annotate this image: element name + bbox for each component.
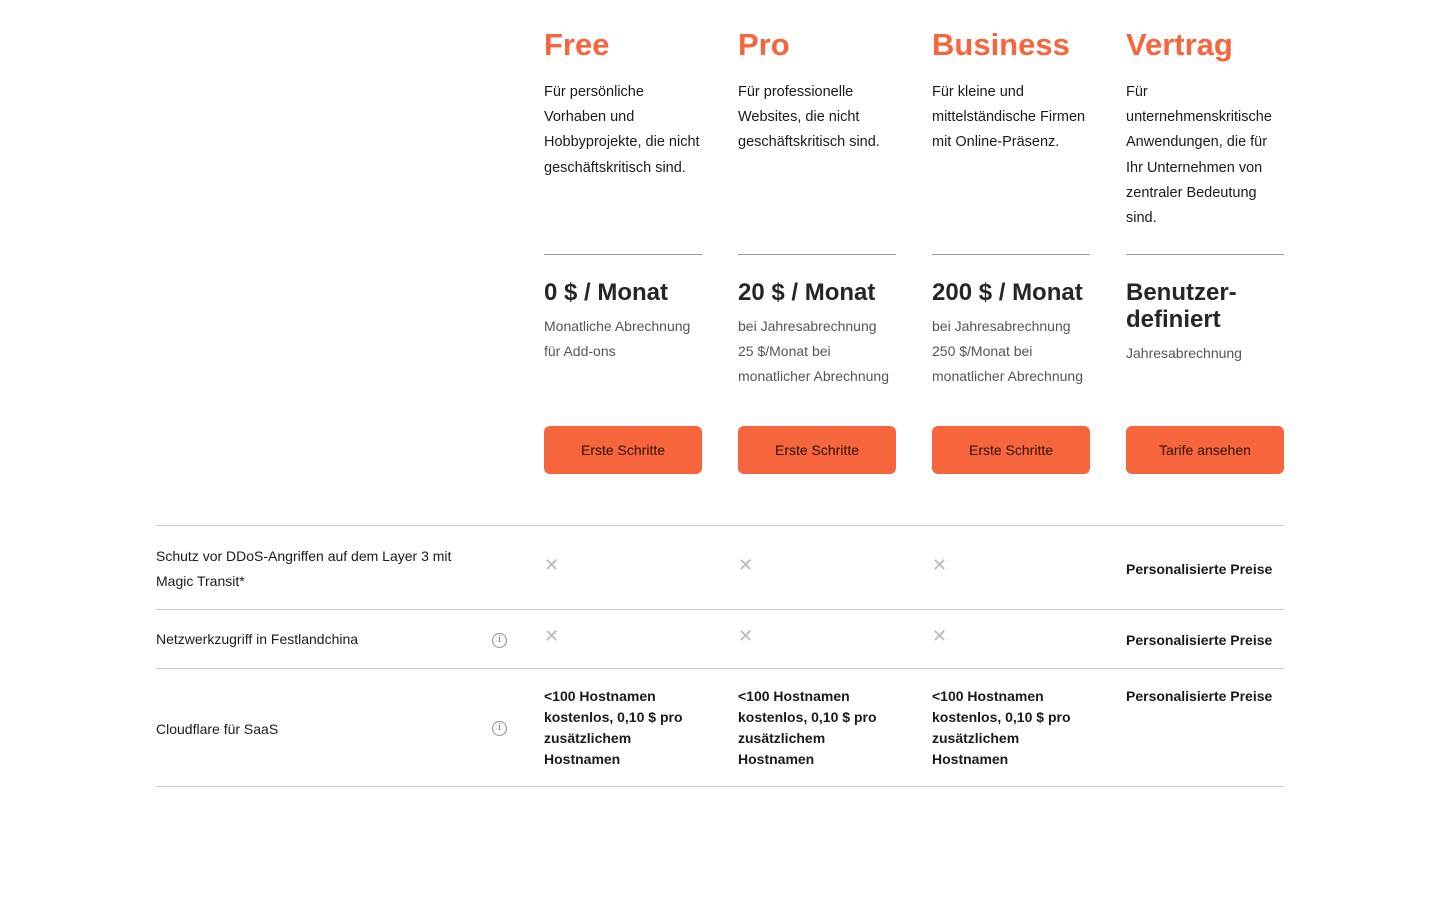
feature-table	[156, 525, 1284, 787]
feature-label: Schutz vor DDoS-Angriffen auf dem Layer 3 mit Magic Transit*	[156, 548, 452, 589]
billing-line: bei Jahresabrechnung	[738, 318, 877, 334]
feature-value: Personalisierte Preise	[1126, 561, 1273, 577]
plan-free	[544, 24, 702, 474]
divider	[544, 254, 702, 255]
feature-value: Personalisierte Preise	[1126, 632, 1273, 648]
feature-label: Netzwerkzugriff in Festlandchina	[156, 631, 359, 647]
feature-row-saas	[156, 668, 1284, 787]
plan-billing	[738, 314, 896, 418]
plan-name: Free	[544, 27, 610, 62]
plan-name: Vertrag	[1126, 27, 1233, 62]
plan-billing	[544, 314, 702, 418]
x-icon: ✕	[932, 555, 948, 576]
get-started-button[interactable]: Erste Schritte	[932, 426, 1090, 474]
info-circle-icon[interactable]: i	[492, 721, 507, 736]
billing-line: für Add-ons	[544, 343, 616, 360]
get-started-button[interactable]: Erste Schritte	[738, 426, 896, 474]
plan-billing	[932, 314, 1090, 418]
plan-name: Business	[932, 27, 1070, 62]
plan-price: Benutzer-definiert	[1126, 279, 1237, 333]
plan-pro	[738, 24, 896, 474]
feature-value: <100 Hostnamen kostenlos, 0,10 $ pro zusätzlichem Hostnamen	[544, 688, 683, 767]
billing-line: Monatliche Abrechnung	[544, 318, 691, 334]
plan-description: Für persönliche Vorhaben und Hobbyprojekte, die nicht geschäftskritisch sind.	[544, 84, 700, 176]
x-icon: ✕	[738, 626, 754, 647]
info-circle-icon[interactable]: i	[492, 633, 507, 648]
plan-description: Für professionelle Websites, die nicht geschäftskritisch sind.	[738, 84, 880, 151]
x-icon: ✕	[932, 626, 948, 647]
plan-price: 0 $ / Monat	[544, 279, 669, 306]
get-started-button[interactable]: Erste Schritte	[544, 426, 702, 474]
feature-value: <100 Hostnamen kostenlos, 0,10 $ pro zusätzlichem Hostnamen	[932, 688, 1071, 767]
feature-value: <100 Hostnamen kostenlos, 0,10 $ pro zusätzlichem Hostnamen	[738, 688, 877, 767]
feature-row-china-network	[156, 609, 1284, 668]
plan-business	[932, 24, 1090, 474]
plans-header	[544, 24, 1284, 474]
x-icon: ✕	[544, 626, 560, 647]
divider	[738, 254, 896, 255]
plan-name: Pro	[738, 27, 790, 62]
plan-contract	[1126, 24, 1284, 474]
x-icon: ✕	[738, 555, 754, 576]
plan-price: 200 $ / Monat	[932, 279, 1083, 306]
feature-row-ddos	[156, 525, 1284, 609]
billing-line: bei Jahresabrechnung	[932, 318, 1071, 334]
view-plans-button[interactable]: Tarife ansehen	[1126, 426, 1284, 474]
billing-line: 25 $/Monat bei monatlicher Abrechnung	[738, 343, 889, 385]
plan-price: 20 $ / Monat	[738, 279, 876, 306]
feature-value: Personalisierte Preise	[1126, 688, 1273, 704]
plan-billing	[1126, 341, 1284, 418]
billing-line: 250 $/Monat bei monatlicher Abrechnung	[932, 343, 1083, 385]
billing-line: Jahresabrechnung	[1126, 345, 1242, 361]
divider	[932, 254, 1090, 255]
divider	[1126, 254, 1284, 255]
plan-description: Für kleine und mittelständische Firmen mit Online-Präsenz.	[932, 84, 1086, 151]
feature-label: Cloudflare für SaaS	[156, 721, 279, 737]
x-icon: ✕	[544, 555, 560, 576]
plan-description: Für unternehmenskritische Anwendungen, die für Ihr Unternehmen von zentraler Bedeutung sind.	[1126, 84, 1272, 227]
